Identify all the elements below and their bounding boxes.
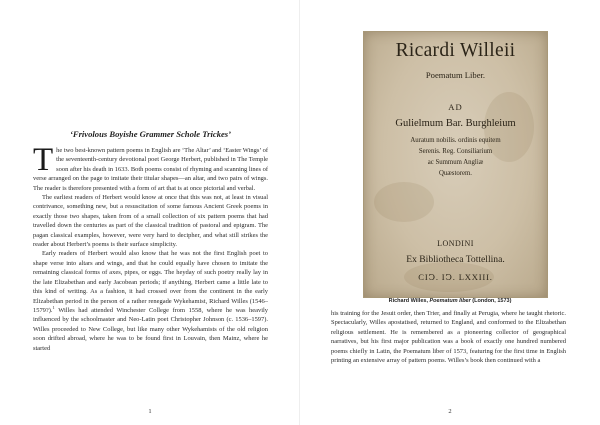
paragraph-3: [33, 249, 268, 352]
right-body-text: his training for the Jesuit order, then Trier, and finally at Perugia, where he taught rhetoric. Spectacularly, Willes apostatised, returned to England, and conformed to the Elizabethan religious settlement. He is remembered as a pioneering collector of geographical narratives, but his first major publication was a book of exactly one hundred numbered poems chiefly in Latin, the Poematum liber of 1573, featuring for the first time in English printing an extensive array of pattern poems. Willes’s book then continued with a: [331, 310, 566, 365]
plate-dedication-line-1: Auratum nobilis. ordinis equitem: [410, 137, 501, 144]
caption-title: Poematum liber: [429, 298, 471, 304]
caption-author: Richard Willes,: [388, 298, 430, 304]
page-number-right: 2: [448, 408, 452, 415]
left-body-text: [33, 142, 268, 353]
plate-title: Ricardi Willeii: [395, 40, 516, 61]
image-caption: [300, 298, 600, 304]
plate-year: CIↃ. IↃ. LXXIII.: [418, 272, 493, 282]
paragraph-1-text: he two best-known pattern poems in English are ‘The Altar’ and ‘Easter Wings’ of the seventeenth-century devotional poet George Herbert, published in The Temple soon after his death in 1633. Both poems consist of rhyming and scanning lines of verse arranged on the page to imitate their titular shapes—an altar, and two pairs of wings. The reader is therefore presented with a form of art that is at once pictorial and verbal.: [33, 147, 268, 192]
page-number-left: 1: [148, 408, 152, 415]
plate-dedication-line-4: Quæstorem.: [438, 170, 473, 177]
drop-cap: T: [33, 142, 54, 178]
title-page-image: [363, 31, 548, 298]
caption-place-date: (London, 1573): [470, 298, 512, 304]
chapter-heading: ‘Frivolous Boyishe Grammer Schole Trickes’: [69, 129, 232, 139]
paragraph-1: [33, 142, 268, 193]
plate-dedicatee: Gulielmum Bar. Burghleium: [395, 118, 516, 129]
paragraph-3-cont: Willes had attended Winchester College from 1558, where he was heavily influenced by the schoolmaster and Neo-Latin poet Christopher Johnson (c. 1536–1597). Willes proceeded to New College, but like many other Wykehamists of the old religion soon drifted abroad, where he was to be found first in Louvain, then Mainz, where he started: [33, 306, 268, 352]
paragraph-3-text: Early readers of Herbert would also know that he was not the first English poet to shape verse into altars and wings, and that he could equally have chosen to imitate the remaining classical forms of axes, pipes, or eggs. The heyday of such poetry really lay in the late Elizabethan and early Jacobean periods; if anything, Herbert came a little late to this kind of writing. As a fashion, it had crossed over from the continent in the early Elizabethan period in the person of a rather renegade Wykehamist, Richard Willes (1546–1579?).: [33, 250, 268, 314]
plate-city: LONDINI: [437, 239, 474, 248]
paragraph-2: The earliest readers of Herbert would know at once that this was not, at least in visual contrivance, something new, but a resuscitation of some famous Ancient Greek poems in exactly those two shapes, taken from of a small collection of six pattern poems that had travelled down the centuries as part of the classical tradition of pastoral and epigram. The pagan classical examples, however, were very hard to decipher, and what still strikes the reader about Herbert’s poems is their surface simplicity.: [33, 194, 268, 249]
plate-ad: AD: [448, 102, 463, 112]
plate-press: Ex Bibliotheca Tottellina.: [406, 254, 505, 265]
plate-dedication-line-3: ac Summum Angliæ: [427, 159, 484, 166]
footnote-marker[interactable]: 1: [52, 304, 55, 310]
plate-dedication-line-2: Serenis. Reg. Consiliarium: [418, 148, 493, 155]
plate-subtitle: Poematum Liber.: [425, 70, 486, 80]
